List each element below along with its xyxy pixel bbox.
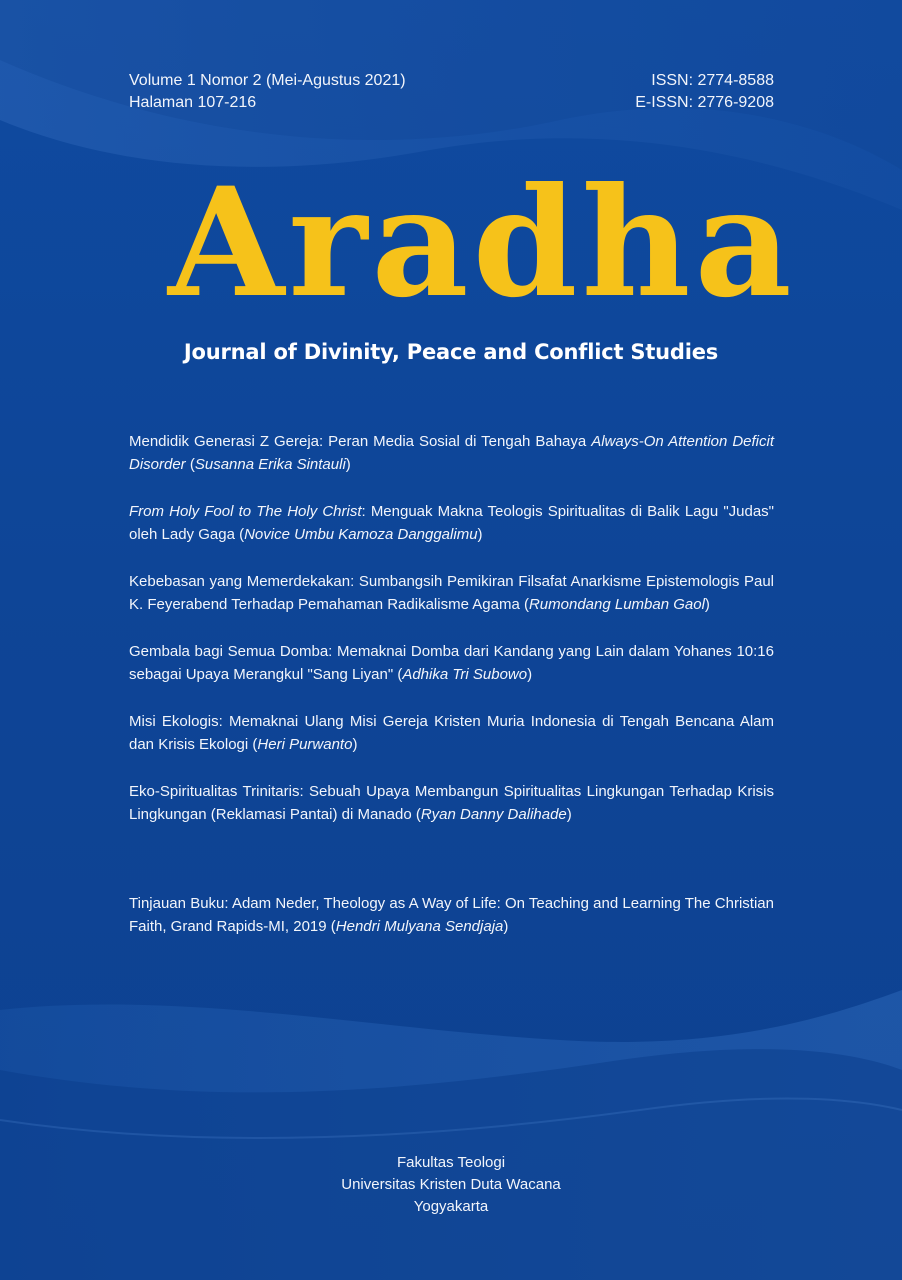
issn-text: ISSN: 2774-8588 xyxy=(651,72,774,89)
book-review-title: Tinjauan Buku: Adam Neder, Theology as A Way of Life: On Teaching and Learning The Christian Faith, Grand Rapids-MI, 2019 xyxy=(129,895,774,935)
article-entry: Eko-Spiritualitas Trinitaris: Sebuah Upaya Membangun Spiritualitas Lingkungan Terhadap Krisis Lingkungan (Reklamasi Pantai) di Manado (Ryan Danny Dalihade) xyxy=(129,783,774,823)
issn-info xyxy=(635,70,774,114)
university-name: Universitas Kristen Duta Wacana xyxy=(341,1176,561,1193)
article-title: Eko-Spiritualitas Trinitaris: Sebuah Upaya Membangun Spiritualitas Lingkungan Terhadap Krisis Lingkungan (Reklamasi Pantai) di Manado xyxy=(129,783,774,823)
article-entry: Misi Ekologis: Memaknai Ulang Misi Gereja Kristen Muria Indonesia di Tengah Bencana Alam dan Krisis Ekologi (Heri Purwanto) xyxy=(129,713,774,753)
table-of-contents xyxy=(129,430,774,962)
article-title: Kebebasan yang Memerdekakan: Sumbangsih Pemikiran Filsafat Anarkisme Epistemologis Paul K. Feyerabend Terhadap Pemahaman Radikalisme Agama xyxy=(129,573,774,613)
article-author: Ryan Danny Dalihade xyxy=(420,806,567,823)
issue-info xyxy=(129,70,406,114)
city-name: Yogyakarta xyxy=(413,1198,489,1215)
book-review-entry: Tinjauan Buku: Adam Neder, Theology as A Way of Life: On Teaching and Learning The Christian Faith, Grand Rapids-MI, 2019 (Hendri Mulyana Sendjaja) xyxy=(129,895,774,935)
article-author: Adhika Tri Subowo xyxy=(402,666,528,683)
article-title-italic: From Holy Fool to The Holy Christ xyxy=(129,503,362,520)
article-entry: Kebebasan yang Memerdekakan: Sumbangsih Pemikiran Filsafat Anarkisme Epistemologis Paul K. Feyerabend Terhadap Pemahaman Radikalisme Agama (Rumondang Lumban Gaol) xyxy=(129,573,774,613)
article-author: Susanna Erika Sintauli xyxy=(194,456,346,473)
pages-text: Halaman 107-216 xyxy=(129,94,257,111)
faculty-name: Fakultas Teologi xyxy=(396,1154,506,1171)
article-entry: Mendidik Generasi Z Gereja: Peran Media Sosial di Tengah Bahaya Always-On Attention Deficit Disorder (Susanna Erika Sintauli) xyxy=(129,433,774,473)
article-title-italic: Always-On Attention Deficit Disorder xyxy=(129,433,774,473)
article-author: Heri Purwanto xyxy=(257,736,353,753)
volume-text: Volume 1 Nomor 2 (Mei-Agustus 2021) xyxy=(129,72,406,89)
article-entry: From Holy Fool to The Holy Christ: Menguak Makna Teologis Spiritualitas di Balik Lagu "Judas" oleh Lady Gaga (Novice Umbu Kamoza Danggalimu) xyxy=(129,503,774,543)
eissn-text: E-ISSN: 2776-9208 xyxy=(635,94,774,111)
journal-subtitle: Journal of Divinity, Peace and Conflict Studies xyxy=(183,340,719,364)
article-author: Rumondang Lumban Gaol xyxy=(528,596,705,613)
journal-logo xyxy=(168,155,796,331)
article-title: Gembala bagi Semua Domba: Memaknai Domba dari Kandang yang Lain dalam Yohanes 10:16 sebagai Upaya Merangkul "Sang Liyan" xyxy=(129,643,774,683)
book-review-author: Hendri Mulyana Sendjaja xyxy=(335,918,504,935)
article-author: Novice Umbu Kamoza Danggalimu xyxy=(244,526,478,543)
journal-name: Aradha xyxy=(168,155,796,331)
article-title: : Menguak Makna Teologis Spiritualitas di Balik Lagu "Judas" oleh Lady Gaga xyxy=(129,503,774,543)
article-entry: Gembala bagi Semua Domba: Memaknai Domba dari Kandang yang Lain dalam Yohanes 10:16 sebagai Upaya Merangkul "Sang Liyan" (Adhika Tri Subowo) xyxy=(129,643,774,683)
article-title: Mendidik Generasi Z Gereja: Peran Media Sosial di Tengah Bahaya xyxy=(129,433,592,450)
publisher-info xyxy=(0,1152,902,1218)
article-title: Misi Ekologis: Memaknai Ulang Misi Gereja Kristen Muria Indonesia di Tengah Bencana Alam dan Krisis Ekologi xyxy=(129,713,774,753)
